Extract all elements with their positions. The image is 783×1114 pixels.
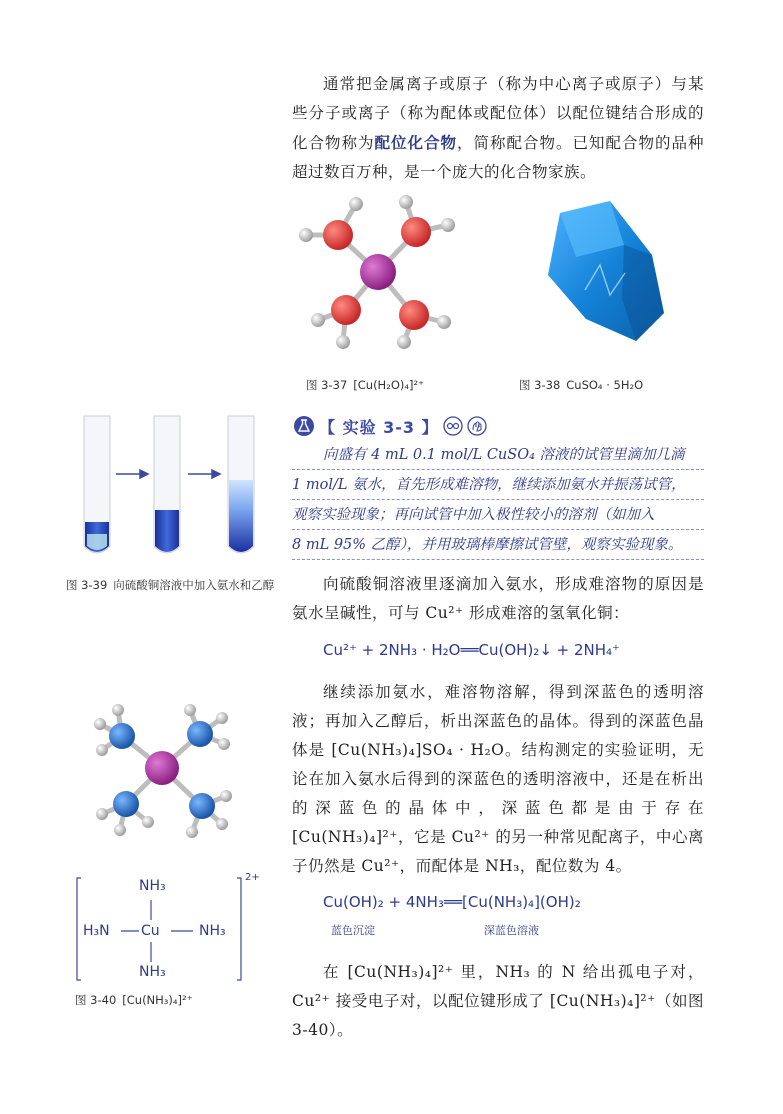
label-deep-blue-solution: 深蓝色溶液 (484, 924, 539, 937)
figure-3-40-caption: 图 3-40 [Cu(NH₃)₄]²⁺ (75, 993, 193, 1007)
experiment-title: 【 实验 3-3 】 (319, 417, 439, 437)
cuso4-crystal-image (540, 195, 670, 345)
coordination-bond-paragraph: 在 [Cu(NH₃)₄]²⁺ 里，NH₃ 的 N 给出孤电子对，Cu²⁺ 接受电子对，以配位键形成了 [Cu(NH₃)₄]²⁺（如图 3-40）。 (292, 963, 704, 1039)
hand-wash-icon (467, 416, 487, 436)
ion-charge: 2+ (245, 872, 260, 883)
label-blue-precipitate: 蓝色沉淀 (331, 924, 375, 937)
ammonia-paragraph: 向硫酸铜溶液里逐滴加入氨水，形成难溶物的原因是氨水呈碱性，可与 Cu²⁺ 形成难溶的氢氧化铜： (292, 575, 704, 622)
intro-paragraph: 通常把金属离子或原子（称为中心离子或原子）与某些分子或离子（称为配体或配位体）以配位键结合形成的化合物称为配位化合物，简称配合物。已知配合物的品种超过数百万种，是一个庞大的化合物家族。 (292, 75, 704, 181)
figure-3-37-caption: 图 3-37 [Cu(H₂O)₄]²⁺ (306, 378, 425, 392)
deep-blue-paragraph: 继续添加氨水，难溶物溶解，得到深蓝色的透明溶液；再加入乙醇后，析出深蓝色的晶体。得到的深蓝色晶体是 [Cu(NH₃)₄]SO₄ · H₂O。结构测定的实验证明，无论在加入氨水后得到的深蓝色的透明溶液中，还是在析出的深蓝色的晶体中，深蓝色都是由于存在 [Cu(NH₃)₄]²⁺，它是 Cu²⁺ 的另一种常见配离子，中心离子仍然是 Cu²⁺，而配体是 NH₃，配位数为 4。 (292, 683, 704, 875)
ligand-left: H₃N (83, 923, 110, 939)
ligand-right: NH₃ (199, 923, 226, 939)
equation-2: Cu(OH)₂ + 4NH₃══[Cu(NH₃)₄](OH)₂ (323, 893, 581, 911)
figure-3-38-caption: 图 3-38 CuSO₄ · 5H₂O (519, 378, 644, 392)
cu-nh3-4-molecule-image (90, 696, 240, 844)
structural-formula (75, 872, 260, 982)
figure-3-39-caption: 图 3-39 向硫酸铜溶液中加入氨水和乙醇 (66, 578, 275, 592)
experiment-header (293, 413, 487, 439)
cu-h2o4-molecule-image (288, 190, 468, 360)
goggles-icon (443, 416, 463, 436)
ligand-top: NH₃ (139, 878, 166, 894)
experiment-procedure: 向盛有 4 mL 0.1 mol/L CuSO₄ 溶液的试管里滴加几滴 1 mol/L 氨水，首先形成难溶物，继续添加氨水并振荡试管， 观察实验现象；再向试管中加入极性较小的溶剂（如加入 8 mL 95% 乙醇），并用玻璃棒摩擦试管壁，观察实验现象。 (292, 440, 704, 560)
flask-icon (293, 415, 315, 437)
ligand-bottom: NH₃ (139, 964, 166, 980)
test-tubes-image (78, 412, 268, 564)
central-atom: Cu (141, 923, 160, 939)
keyword-coordination-compound: 配位化合物 (374, 133, 457, 152)
equation-1: Cu²⁺ + 2NH₃ · H₂O══Cu(OH)₂↓ + 2NH₄⁺ (323, 641, 620, 659)
